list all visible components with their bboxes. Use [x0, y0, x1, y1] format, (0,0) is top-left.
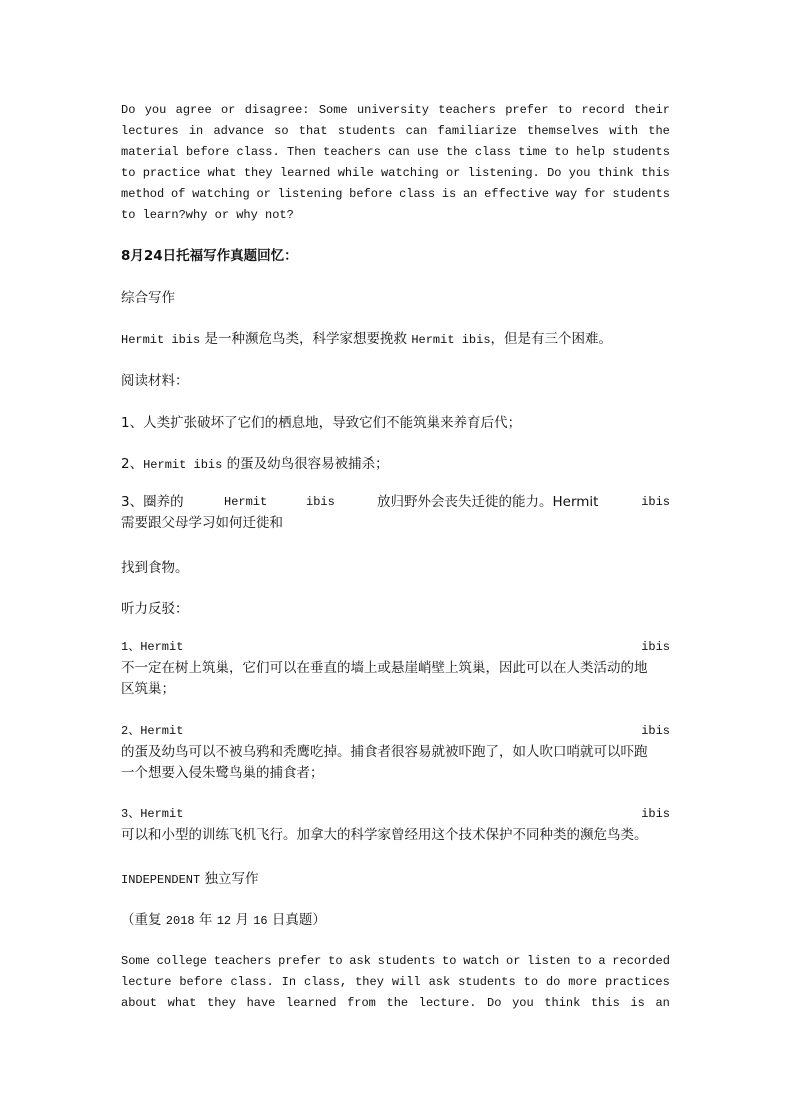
word: a	[598, 954, 606, 968]
word: material	[121, 145, 179, 159]
word: you	[512, 996, 534, 1010]
word: students	[612, 145, 670, 159]
text-line: 一个想要入侵朱鹭鸟巢的捕食者；	[121, 765, 324, 781]
word: do	[545, 975, 561, 989]
text-line: 区筑巢；	[121, 681, 175, 697]
word: advance	[213, 124, 264, 138]
listening-point-3	[121, 804, 670, 846]
intro-question	[121, 100, 670, 226]
word: they	[243, 166, 273, 180]
term-en: Hermit ibis	[121, 333, 201, 347]
word: university	[356, 103, 429, 117]
date-number: 12	[216, 914, 232, 928]
independent-question	[121, 951, 670, 1014]
word: effective	[484, 187, 549, 201]
text-line	[121, 142, 670, 163]
word: watching	[381, 166, 439, 180]
word: prefer	[505, 103, 549, 117]
word: is	[630, 996, 645, 1010]
word: help	[576, 145, 605, 159]
reading-point-3	[121, 492, 670, 534]
word: class	[474, 145, 511, 159]
word: Do	[487, 996, 502, 1010]
word: lectures	[121, 124, 179, 138]
word: to	[442, 954, 457, 968]
text-zh: 放归野外会丧失迁徙的能力。Hermit	[377, 494, 599, 510]
word: will	[391, 975, 421, 989]
word: record	[581, 103, 625, 117]
word: Some	[121, 954, 150, 968]
word: to	[557, 103, 573, 117]
word: is	[441, 187, 457, 201]
reading-point-1: 1、人类扩张破坏了它们的栖息地，导致它们不能筑巢来养育后代；	[121, 415, 522, 431]
independent-label	[121, 867, 259, 887]
text-zh: 2、	[121, 456, 144, 472]
text-line	[121, 972, 670, 993]
word: teachers	[438, 103, 496, 117]
term-en: ibis	[641, 640, 670, 654]
listening-point-1	[121, 637, 670, 700]
term-en: ibis	[641, 724, 670, 738]
word: of	[170, 187, 186, 201]
text-line: to learn?why or why not?	[121, 208, 294, 222]
word: with	[609, 124, 639, 138]
word: this	[590, 996, 620, 1010]
term-en: Hermit ibis	[143, 458, 223, 472]
word: in	[188, 124, 204, 138]
word: Do	[121, 103, 136, 117]
reading-label: 阅读材料：	[121, 373, 189, 389]
word: listening.	[467, 166, 540, 180]
text-line	[121, 163, 670, 184]
word: time	[518, 145, 548, 159]
word: ask	[428, 975, 451, 989]
word: what	[167, 996, 197, 1010]
integrated-intro	[121, 327, 612, 347]
word: to	[328, 954, 343, 968]
word: students	[337, 124, 396, 138]
date-number: 16	[253, 914, 268, 928]
word: so	[274, 124, 289, 138]
text-line	[121, 100, 670, 121]
word: the	[386, 996, 409, 1010]
word: before	[185, 145, 230, 159]
text-zh: 独立写作	[200, 871, 259, 887]
word: lecture	[121, 975, 172, 989]
integrated-label: 综合写作	[121, 290, 175, 306]
word: class.	[236, 145, 280, 159]
text-zh: 的蛋及幼鸟很容易被捕杀；	[222, 456, 389, 472]
word: an	[462, 187, 478, 201]
word: disagree:	[244, 103, 310, 117]
word: to	[121, 166, 136, 180]
word: about	[121, 996, 158, 1010]
word: think	[544, 996, 581, 1010]
text-line	[121, 184, 670, 205]
text-zh: 年	[194, 912, 217, 928]
term-en: 1、Hermit	[121, 640, 184, 654]
word: Then	[287, 145, 316, 159]
word: students	[377, 954, 436, 968]
word: watch	[463, 954, 500, 968]
word: lecture.	[418, 996, 477, 1010]
word: listen	[527, 954, 571, 968]
text-line: 需要跟父母学习如何迁徙和	[121, 515, 283, 531]
text-zh: 日真题）	[267, 912, 326, 928]
word: to	[523, 975, 539, 989]
listening-point-2	[121, 721, 670, 784]
word: class	[399, 187, 436, 201]
word: before	[179, 975, 223, 989]
repeat-note	[121, 908, 326, 928]
word: think	[597, 166, 634, 180]
word: students	[458, 975, 516, 989]
text-line: 可以和小型的训练飞机飞行。加拿大的科学家曾经用这个技术保护不同种类的濒危鸟类。	[121, 827, 648, 843]
text-line: 的蛋及幼鸟可以不被乌鸦和秃鹰吃掉。捕食者很容易就被吓跑了，如人吹口哨就可以吓跑	[121, 744, 648, 760]
word: teachers	[323, 145, 381, 159]
text-zh: ，但是有三个困难。	[490, 331, 613, 347]
word: for	[584, 187, 606, 201]
word: learned	[286, 996, 337, 1010]
word: students	[612, 187, 670, 201]
word: can	[405, 124, 428, 138]
word: learned	[279, 166, 331, 180]
word: they	[207, 996, 236, 1010]
section-heading: 8月24日托福写作真题回忆：	[121, 248, 298, 264]
word: recorded	[612, 954, 670, 968]
word: or	[220, 103, 236, 117]
text-line: 不一定在树上筑巢，它们可以在垂直的墙上或悬崖峭壁上筑巢，因此可以在人类活动的地	[121, 660, 648, 676]
word: have	[246, 996, 276, 1010]
word: themselves	[526, 124, 599, 138]
word: class,	[303, 975, 348, 989]
word: to	[577, 954, 592, 968]
term-en: ibis	[306, 495, 335, 509]
word: Do	[547, 166, 562, 180]
word: watching	[192, 187, 250, 201]
term-en: 2、Hermit	[121, 724, 184, 738]
word: you	[144, 103, 167, 117]
text-line	[121, 121, 670, 142]
word: method	[121, 187, 165, 201]
term-en: ibis	[641, 495, 670, 509]
word: Some	[318, 103, 348, 117]
word: class.	[230, 975, 274, 989]
term-en: ibis	[641, 807, 670, 821]
text-zh: 月	[231, 912, 254, 928]
word: that	[298, 124, 328, 138]
reading-point-2	[121, 452, 389, 472]
word: college	[156, 954, 207, 968]
text-zh: 是一种濒危鸟类，科学家想要挽救	[200, 331, 412, 347]
term-en: Hermit ibis	[411, 333, 491, 347]
word: use	[417, 145, 439, 159]
word: ask	[349, 954, 371, 968]
word: the	[445, 145, 468, 159]
term-en: Hermit	[224, 495, 268, 509]
reading-point-3-end: 找到食物。	[121, 560, 189, 576]
word: what	[207, 166, 237, 180]
word: more	[568, 975, 598, 989]
word: an	[655, 996, 670, 1010]
word: teachers	[213, 954, 272, 968]
term-en: 3、Hermit	[121, 807, 184, 821]
word: prefer	[278, 954, 322, 968]
word: they	[355, 975, 384, 989]
word: their	[633, 103, 670, 117]
text-line	[121, 951, 670, 972]
word: In	[281, 975, 297, 989]
word: can	[388, 145, 410, 159]
term-en: INDEPENDENT	[121, 873, 201, 887]
word: practice	[142, 166, 201, 180]
word: or	[256, 187, 271, 201]
word: from	[347, 996, 376, 1010]
word: or	[506, 954, 521, 968]
word: familiarize	[437, 124, 517, 138]
text-zh: 3、圈养的	[121, 494, 184, 510]
word: agree	[175, 103, 212, 117]
word: to	[554, 145, 569, 159]
word: the	[648, 124, 670, 138]
word: listening	[277, 187, 343, 201]
text-line	[121, 993, 670, 1014]
word: way	[555, 187, 578, 201]
date-number: 2018	[165, 914, 195, 928]
word: or	[445, 166, 461, 180]
word: while	[337, 166, 374, 180]
listening-label: 听力反驳：	[121, 601, 189, 617]
word: this	[641, 166, 670, 180]
word: before	[349, 187, 393, 201]
word: you	[568, 166, 591, 180]
word: practices	[605, 975, 670, 989]
text-zh: （重复	[121, 912, 166, 928]
